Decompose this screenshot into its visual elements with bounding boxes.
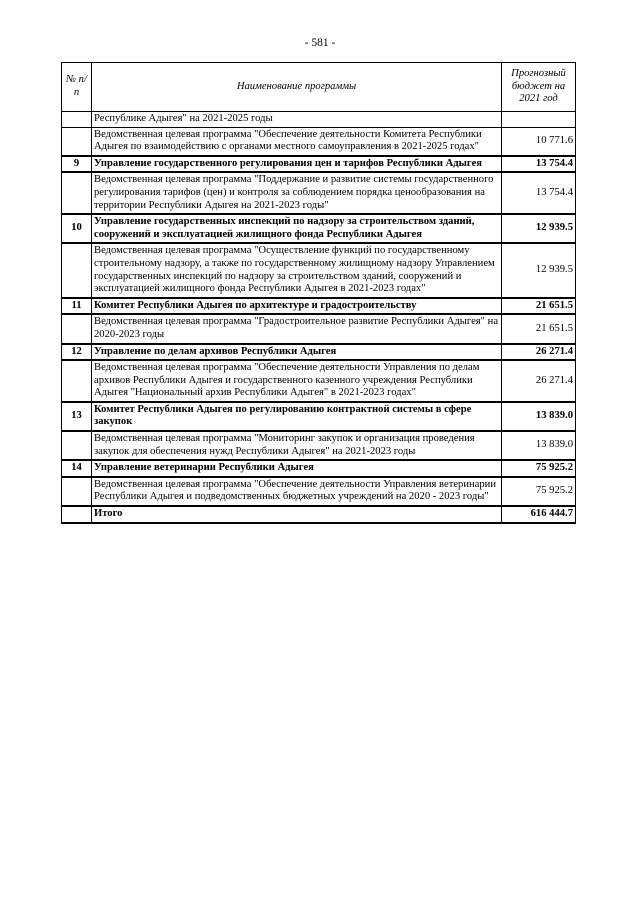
table-row [62, 214, 576, 243]
row-budget: 26 271.4 [502, 360, 576, 402]
row-budget: 13 839.0 [502, 431, 576, 460]
row-budget: 13 754.4 [502, 156, 576, 173]
row-agency-name: Управление государственного регулирования цен и тарифов Республики Адыгея [92, 156, 502, 173]
table-row [62, 460, 576, 477]
row-program-name: Ведомственная целевая программа "Осуществление функций по государственному строительному надзору, а также по государственному жилищному надзору Управлением государственных инспекций по надзору за строительством зданий, сооружений и эксплуатацией жилищного фонда Республики Адыгея в 2021-2023 годах" [92, 243, 502, 297]
table-row [62, 298, 576, 315]
column-header-program-name: Наименование программы [92, 63, 502, 112]
row-budget: 12 939.5 [502, 243, 576, 297]
row-number [62, 360, 92, 402]
row-budget: 21 651.5 [502, 314, 576, 343]
table-row [62, 156, 576, 173]
row-program-name: Ведомственная целевая программа "Обеспечение деятельности Комитета Республики Адыгея по взаимодействию с органами местного самоуправления в 2021-2025 годах" [92, 127, 502, 156]
row-budget: 13 839.0 [502, 402, 576, 431]
table-row [62, 172, 576, 214]
row-budget: 26 271.4 [502, 344, 576, 361]
table-row [62, 243, 576, 297]
total-budget: 616 444.7 [502, 506, 576, 523]
table-row [62, 344, 576, 361]
row-number [62, 243, 92, 297]
row-budget [502, 112, 576, 128]
row-budget: 10 771.6 [502, 127, 576, 156]
row-program-name: Ведомственная целевая программа "Мониторинг закупок и организация проведения закупок для обеспечения нужд Республики Адыгея" на 2021-2023 годы [92, 431, 502, 460]
row-program-name: Ведомственная целевая программа "Градостроительное развитие Республики Адыгея" на 2020-2023 годы [92, 314, 502, 343]
table-row [62, 431, 576, 460]
row-number: 10 [62, 214, 92, 243]
page-number: - 581 - [304, 37, 336, 49]
row-number: 11 [62, 298, 92, 315]
row-program-name: Ведомственная целевая программа "Обеспечение деятельности Управления ветеринарии Республики Адыгея и подведомственных бюджетных учреждений на 2020 - 2023 годы" [92, 477, 502, 506]
column-header-number: № п/п [62, 63, 92, 112]
table-row [62, 477, 576, 506]
table-header-row [62, 63, 576, 112]
row-number: 12 [62, 344, 92, 361]
row-number: 14 [62, 460, 92, 477]
table-row [62, 402, 576, 431]
row-budget: 75 925.2 [502, 477, 576, 506]
row-program-name: Республике Адыгея" на 2021-2025 годы [92, 112, 502, 128]
table-row [62, 112, 576, 128]
budget-table [61, 62, 576, 524]
row-agency-name: Управление по делам архивов Республики Адыгея [92, 344, 502, 361]
row-agency-name: Управление ветеринарии Республики Адыгея [92, 460, 502, 477]
row-program-name: Ведомственная целевая программа "Поддержание и развитие системы государственного регулирования тарифов (цен) и контроля за соблюдением порядка ценообразования на территории Республики Адыгея на 2021-2023 годы" [92, 172, 502, 214]
table-row [62, 127, 576, 156]
row-number [62, 314, 92, 343]
row-budget: 21 651.5 [502, 298, 576, 315]
row-program-name: Ведомственная целевая программа "Обеспечение деятельности Управления по делам архивов Республики Адыгея и государственного казенного учреждения Республики Адыгея "Национальный архив Республики Адыгея" в 2021-2023 годах" [92, 360, 502, 402]
row-number: 9 [62, 156, 92, 173]
column-header-forecast-budget: Прогнозный бюджет на 2021 год [502, 63, 576, 112]
row-number [62, 127, 92, 156]
total-label: Итого [92, 506, 502, 523]
row-agency-name: Комитет Республики Адыгея по регулированию контрактной системы в сфере закупок [92, 402, 502, 431]
row-agency-name: Управление государственных инспекций по надзору за строительством зданий, сооружений и эксплуатацией жилищного фонда Республики Адыгея [92, 214, 502, 243]
row-number [62, 506, 92, 523]
table-row [62, 314, 576, 343]
row-budget: 12 939.5 [502, 214, 576, 243]
table-total-row [62, 506, 576, 523]
row-number [62, 112, 92, 128]
row-number: 13 [62, 402, 92, 431]
row-budget: 75 925.2 [502, 460, 576, 477]
row-number [62, 477, 92, 506]
row-budget: 13 754.4 [502, 172, 576, 214]
row-number [62, 172, 92, 214]
row-agency-name: Комитет Республики Адыгея по архитектуре и градостроительству [92, 298, 502, 315]
row-number [62, 431, 92, 460]
table-row [62, 360, 576, 402]
